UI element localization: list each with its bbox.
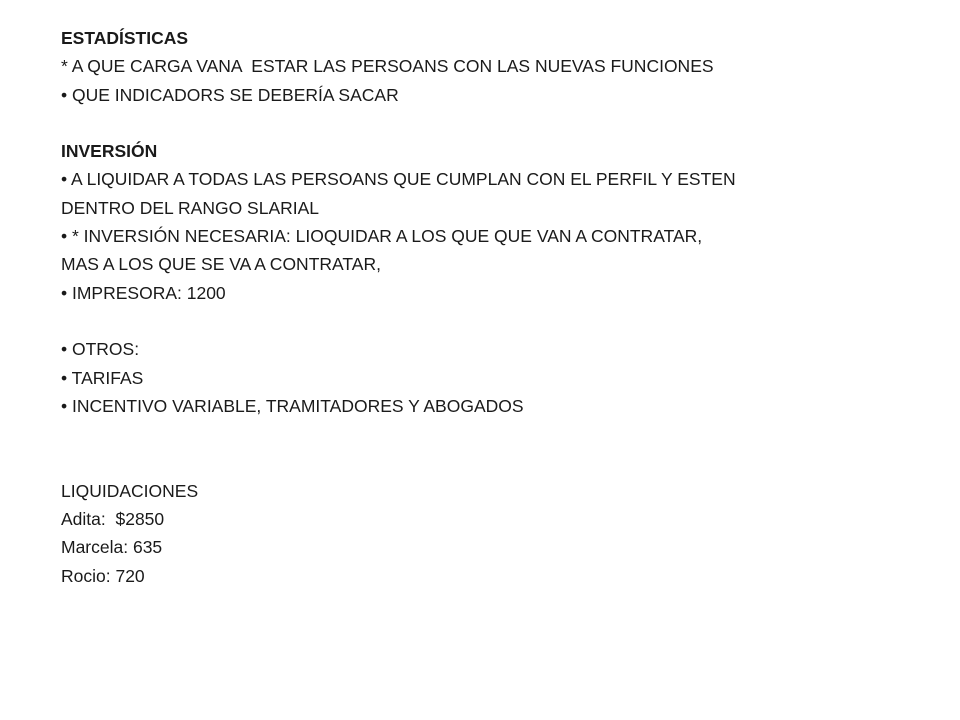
liquidaciones-entry: Rocio: 720 (61, 565, 145, 586)
inversion-line-2-continuation: MAS A LOS QUE SE VA A CONTRATAR, (61, 254, 381, 275)
spacer (61, 109, 921, 137)
estadisticas-line-2: • QUE INDICADORS SE DEBERÍA SACAR (61, 84, 399, 105)
slide-text-body (61, 24, 921, 590)
spacer (61, 448, 921, 476)
liquidaciones-entry: Adita: $2850 (61, 509, 165, 530)
inversion-line-1: • A LIQUIDAR A TODAS LAS PERSOANS QUE CUMPLAN CON EL PERFIL Y ESTEN (61, 169, 736, 190)
liquidaciones-heading: LIQUIDACIONES (61, 480, 199, 501)
estadisticas-line-1: * A QUE CARGA VANA ESTAR LAS PERSOANS CON LAS NUEVAS FUNCIONES (61, 56, 714, 77)
estadisticas-heading: ESTADÍSTICAS (61, 28, 189, 48)
otros-item-2: • INCENTIVO VARIABLE, TRAMITADORES Y ABOGADOS (61, 395, 524, 416)
inversion-line-3: • IMPRESORA: 1200 (61, 282, 226, 303)
otros-item-1: • TARIFAS (61, 367, 144, 388)
inversion-heading: INVERSIÓN (61, 141, 158, 162)
liquidaciones-entry: Marcela: 635 (61, 537, 163, 558)
otros-heading: • OTROS: (61, 339, 140, 360)
inversion-line-2: • * INVERSIÓN NECESARIA: LIOQUIDAR A LOS QUE QUE VAN A CONTRATAR, (61, 226, 703, 247)
spacer (61, 307, 921, 335)
inversion-line-1-continuation: DENTRO DEL RANGO SLARIAL (61, 197, 320, 218)
spacer (61, 420, 921, 448)
